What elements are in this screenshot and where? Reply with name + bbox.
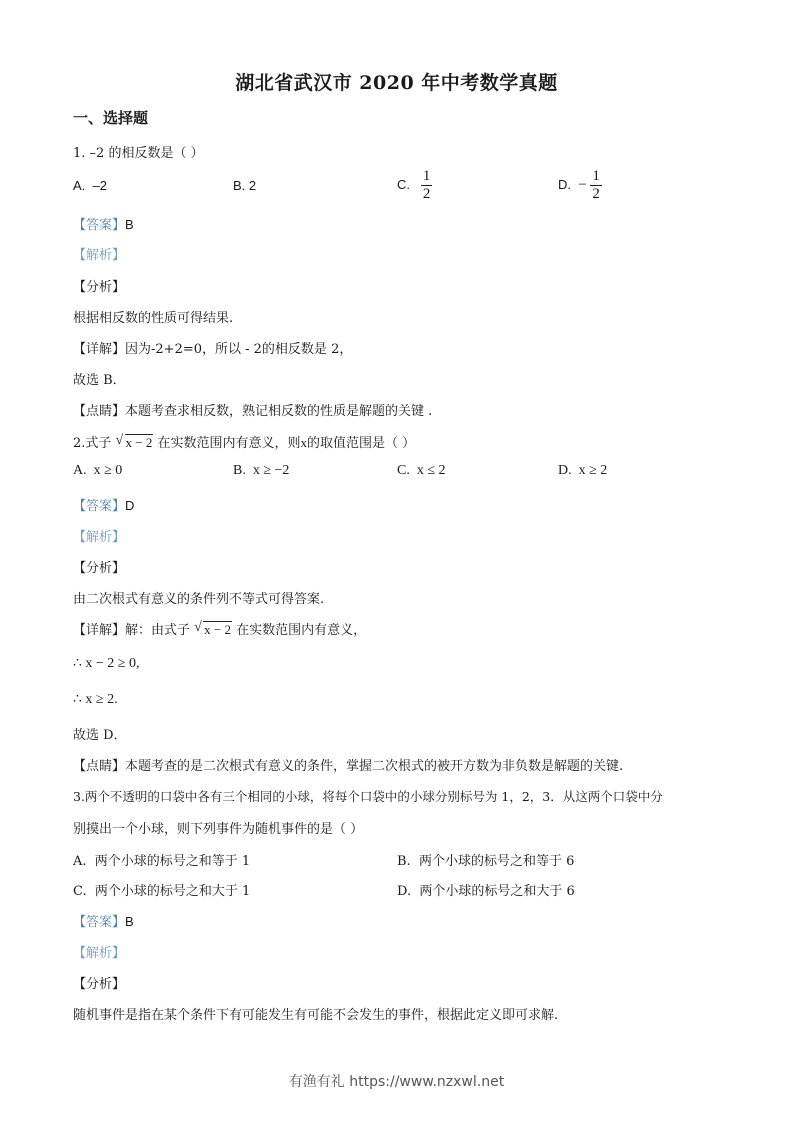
q3-fenxi-tag: 【分析】 xyxy=(73,977,126,992)
q3-option-a: A. 两个小球的标号之和等于 1 xyxy=(73,854,251,869)
q2-dianjing: 【点睛】本题考查的是二次根式有意义的条件，掌握二次根式的被开方数为非负数是解题的关键. xyxy=(73,759,624,774)
q1-xiangjie: 【详解】因为-2+2=0，所以 - 2的相反数是 2， xyxy=(73,342,353,357)
q2-option-d: D. x ≥ 2 xyxy=(558,463,608,478)
q3-stem-line2: 别摸出一个小球，则下列事件为随机事件的是（ ） xyxy=(73,822,364,837)
q2-fenxi: 由二次根式有意义的条件列不等式可得答案. xyxy=(73,592,325,607)
q2-option-b: B. x ≥ −2 xyxy=(233,463,290,478)
q3-option-c: C. 两个小球的标号之和大于 1 xyxy=(73,884,251,899)
q3-fenxi: 随机事件是指在某个条件下有可能发生有可能不会发生的事件，根据此定义即可求解. xyxy=(73,1008,559,1023)
q3-option-b: B. 两个小球的标号之和等于 6 xyxy=(397,854,575,869)
q1-stem xyxy=(73,142,204,161)
q3-jiexi-tag: 【解析】 xyxy=(73,946,126,961)
q1-answer: 【答案】B xyxy=(73,217,134,233)
footer-watermark: 有渔有礼 https://www.nzxwl.net xyxy=(288,1074,505,1090)
q1-option-a: A. –2 xyxy=(73,178,107,193)
q3-stem-line1: 3.两个不透明的口袋中各有三个相同的小球，将每个口袋中的小球分别标号为 1，2，3．从这两个口袋中分 xyxy=(73,789,663,804)
sqrt-expression: √ x − 2 xyxy=(194,620,232,637)
q2-conclusion: 故选 D． xyxy=(73,728,127,743)
q2-step2: ∴ x ≥ 2. xyxy=(73,692,118,707)
sqrt-expression: √ x − 2 xyxy=(115,433,153,450)
fraction: $\frac{1}{2}$ xyxy=(422,168,431,202)
page-title: 湖北省武汉市 2020 年中考数学真题 xyxy=(235,72,558,94)
section-heading: 一、选择题 xyxy=(73,109,149,127)
q3-answer: 【答案】B xyxy=(73,914,134,930)
q2-step1: ∴ x − 2 ≥ 0, xyxy=(73,656,140,671)
q2-fenxi-tag: 【分析】 xyxy=(73,561,126,576)
q2-answer: 【答案】D xyxy=(73,498,135,514)
q1-option-b: B. 2 xyxy=(233,178,257,193)
q1-option-d: D. − $\frac{1}{2}$ xyxy=(558,168,600,202)
q2-option-c: C. x ≤ 2 xyxy=(397,463,446,478)
q1-dianjing: 【点睛】本题考查求相反数，熟记相反数的性质是解题的关键 . xyxy=(73,404,433,419)
q2-jiexi-tag: 【解析】 xyxy=(73,530,126,545)
answer-tag: 【答案】 xyxy=(73,915,126,930)
q1-jiexi-tag: 【解析】 xyxy=(73,248,126,263)
answer-tag: 【答案】 xyxy=(73,218,126,233)
q1-fenxi: 根据相反数的性质可得结果. xyxy=(73,311,234,326)
fraction: $\frac{1}{2}$ xyxy=(592,168,600,202)
q2-stem: 2.式子 √ x − 2 在实数范围内有意义，则x的取值范围是（ ） xyxy=(73,433,416,451)
answer-tag: 【答案】 xyxy=(73,499,126,514)
q1-option-c: C. $\frac{1}{2}$ xyxy=(397,168,431,202)
q1-stem-text: 1. –2 的相反数是（ ） xyxy=(73,146,204,161)
q1-conclusion: 故选 B． xyxy=(73,373,126,388)
q1-fenxi-tag: 【分析】 xyxy=(73,280,126,295)
q2-option-a: A. x ≥ 0 xyxy=(73,463,123,478)
q2-xiangjie: 【详解】解：由式子 √ x − 2 在实数范围内有意义， xyxy=(73,620,367,638)
q3-option-d: D. 两个小球的标号之和大于 6 xyxy=(397,884,575,899)
